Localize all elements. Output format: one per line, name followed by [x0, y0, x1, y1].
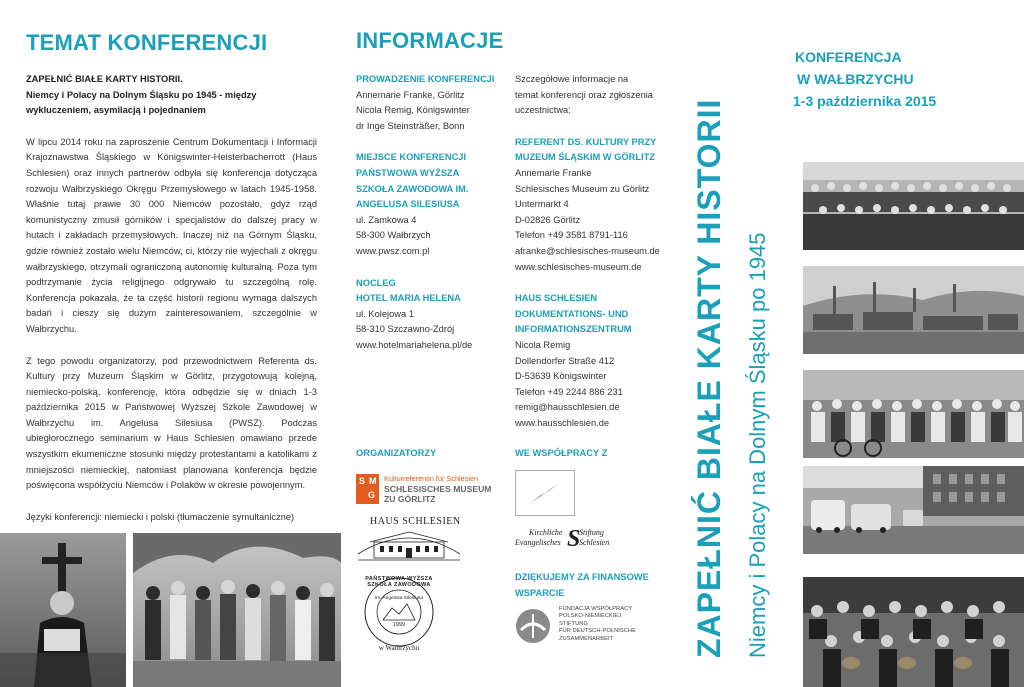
- haus-link[interactable]: www.hausschlesien.de: [515, 417, 610, 428]
- schlesisches-museum-logo: S G M Kulturreferentin für Schlesien SCHLESISCHES MUSEUM ZU GÖRLITZ: [356, 472, 506, 506]
- referent-line: D-02826 Görlitz: [515, 214, 581, 225]
- fwpn-line: FUNDACJA WSPÓŁPRACY: [559, 606, 633, 612]
- lede-title: ZAPEŁNIĆ BIAŁE KARTY HISTORII.: [26, 74, 183, 84]
- intro-line: uczestnictwa:: [515, 105, 571, 116]
- nocleg-line: ul. Kolejowa 1: [356, 308, 414, 319]
- fwpn-line: ZUSAMMENARBEIT: [559, 635, 614, 642]
- vertical-subtitle: Niemcy i Polacy na Dolnym Śląsku po 1945: [745, 232, 770, 658]
- haus-logo-text: HAUS SCHLESIEN: [370, 516, 461, 527]
- pwsz-ring-text: PAŃSTWOWA WYŻSZA SZKOŁA ZAWODOWA: [365, 576, 433, 588]
- fwpn-line: FÜR DEUTSCH-POLNISCHE: [559, 628, 636, 635]
- heading-wspolpraca: WE WSPÓŁPRACY Z: [515, 448, 608, 458]
- nocleg-line: 58-310 Szczawno-Zdrój: [356, 324, 455, 335]
- photo-class-group: [803, 162, 1024, 250]
- photo-crowd-celebration: [803, 370, 1024, 458]
- haus-line: Dollendorfer Straße 412: [515, 355, 615, 366]
- ek-line2: Evangelisches: [515, 538, 561, 547]
- heading-nocleg: HOTEL MARIA HELENA: [356, 293, 461, 304]
- haus-line: Nicola Remig: [515, 339, 571, 350]
- languages-note: Języki konferencji: niemiecki i polski (tłumaczenie symultaniczne): [26, 511, 295, 522]
- ev-stiftung-logo: [515, 528, 615, 554]
- fwpn-line: POLSKO-NIEMIECKIEJ: [559, 613, 622, 620]
- heading-referent: MUZEUM ŚLĄSKIM W GÖRLITZ: [515, 152, 655, 163]
- left-panel: [0, 0, 341, 687]
- cooperation-partner-logo: [515, 470, 575, 516]
- smg-line3: ZU GÖRLITZ: [384, 494, 436, 504]
- section-heading-informacje: INFORMACJE: [356, 28, 504, 53]
- right-panel: [683, 0, 1024, 687]
- photo-orchestra: [803, 577, 1024, 687]
- middle-panel: [341, 0, 683, 687]
- intro-line: Szczegółowe informacje na: [515, 74, 629, 84]
- fwpn-line: STIFTUNG: [559, 620, 588, 627]
- smg-line1: Kulturreferentin für Schlesien: [384, 474, 479, 483]
- prowadzenie-line: Annemarie Franke, Görlitz: [356, 89, 465, 100]
- pwsz-inner-text: im. Angelusa Silesiusa: [375, 596, 423, 601]
- heading-organizatorzy: ORGANIZATORZY: [356, 448, 437, 458]
- photo-group-women: [133, 533, 341, 687]
- heading-haus: INFORMATIONSZENTRUM: [515, 324, 632, 335]
- ek-line1: Kirchliche: [529, 528, 563, 537]
- nocleg-link[interactable]: www.hotelmariahelena.pl/de: [356, 339, 473, 350]
- heading-dziekujemy: WSPARCIE: [515, 587, 565, 598]
- prowadzenie-line: Nicola Remig, Königswinter: [356, 105, 470, 116]
- vertical-title: ZAPEŁNIĆ BIAŁE KARTY HISTORII: [691, 98, 727, 658]
- photo-industrial-town: [803, 266, 1024, 354]
- heading-miejsce: ANGELUSA SILESIUSA: [356, 199, 460, 210]
- haus-line: Telefon +49 2244 886 231: [515, 386, 623, 397]
- haus-line: D-53639 Königswinter: [515, 371, 607, 382]
- referent-link[interactable]: www.schlesisches-museum.de: [515, 261, 642, 272]
- photo-pastor: [0, 533, 126, 687]
- prowadzenie-line: dr Inge Steinsträßer, Bonn: [356, 120, 465, 131]
- referent-email[interactable]: afranke@schlesisches-museum.de: [515, 245, 660, 256]
- miejsce-line: 58-300 Wałbrzych: [356, 230, 431, 241]
- heading-miejsce: MIEJSCE KONFERENCJI: [356, 152, 467, 163]
- haus-schlesien-logo: [356, 516, 462, 564]
- ek-s1: Stiftung: [579, 528, 604, 537]
- pwsz-year: 1999: [392, 622, 406, 628]
- heading-miejsce: PAŃSTWOWA WYŻSZA: [356, 167, 460, 178]
- haus-email[interactable]: remig@hausschlesien.de: [515, 402, 620, 413]
- heading-referent: REFERENT DS. KULTURY PRZY: [515, 136, 657, 147]
- ek-big-s: S: [567, 526, 581, 552]
- heading-miejsce: SZKOŁA ZAWODOWA IM.: [356, 183, 469, 194]
- fwpn-logo: [515, 606, 675, 652]
- referent-line: Untermarkt 4: [515, 199, 569, 210]
- conf-line-2: W WAŁBRZYCHU: [797, 71, 914, 87]
- conf-line-1: KONFERENCJA: [795, 49, 902, 65]
- body-paragraph-1: W lipcu 2014 roku na zaproszenie Centrum Dokumentacji i Informacji Krajoznawstwa Śląskiego w Königswinter-Heisterbacherrott (Haus Schlesien) oraz innych partnerów odbyła się konferencja dotycząca rozwoju Wałbrzyskiego Okręgu Przemysłowego w latach 1945-1958. Właśnie tutaj prawie 30 000 Niemców pozostało, gdyż rząd komunistyczny zmusił górników i specjalistów do dalszej pracy w hutach i zakładach przemysłowych. Inaczej niż na Górnym Śląsku, gdzie również zostało wielu Niemców, ci, którzy nie wyjechali z okręgu wałbrzyskiego, otrzymali ograniczoną autonomię kulturalną. Poza tym podtrzymanie życia religijnego odgrywało tu szczególną rolę. Konferencja pokazała, że ta część historii regionu wymaga dalszych badań i cieszy się dużym zainteresowaniem, szczególnie w Wałbrzychu.: [26, 136, 317, 334]
- intro-line: temat konferencji oraz zgłoszenia: [515, 89, 653, 100]
- heading-nocleg: NOCLEG: [356, 277, 396, 288]
- photo-street-buses: [803, 466, 1024, 554]
- ek-s2: Schlesien: [579, 538, 610, 547]
- body-paragraph-2: Z tego powodu organizatorzy, pod przewodnictwem Referenta ds. Kultury przy Muzeum Śląskim w Görlitz, przygotowują kolejną, niemiecko-polską, konferencję, która odbędzie się w dniach 1-3 października 2015 w Państwowej Wyższej Szkole Zawodowej w Wałbrzychu im. Angelusa Silesiusa (PWSZ). Podczas ubiegłorocznego seminarium w Haus Schlesien omawiano przede wszystkim ekumeniczne stosunki między protestantami a katolikami z mniejszości niemieckiej, natomiast planowana konferencja będzie poświęcona współżyciu Niemców i Polaków w okresie powojennym.: [26, 355, 317, 491]
- referent-line: Annemarie Franke: [515, 167, 592, 178]
- miejsce-link[interactable]: www.pwsz.com.pl: [356, 245, 430, 256]
- conf-line-3: 1-3 października 2015: [793, 93, 937, 109]
- heading-prowadzenie: PROWADZENIE KONFERENCJI: [356, 74, 495, 84]
- section-heading-temat: TEMAT KONFERENCJI: [26, 30, 268, 55]
- referent-line: Schlesisches Museum zu Görlitz: [515, 183, 650, 194]
- lede-subtitle: Niemcy i Polacy na Dolnym Śląsku po 1945 - między wykluczeniem, asymilacją i pojednaniem: [26, 89, 257, 116]
- heading-dziekujemy: DZIĘKUJEMY ZA FINANSOWE: [515, 572, 649, 582]
- pwsz-seal-logo: [359, 574, 439, 654]
- pwsz-city: w Wałbrzychu: [378, 644, 420, 652]
- smg-line2: SCHLESISCHES MUSEUM: [384, 484, 492, 494]
- referent-line: Telefon +49 3581 8791-116: [515, 230, 628, 241]
- miejsce-line: ul. Zamkowa 4: [356, 214, 417, 225]
- heading-haus: DOKUMENTATIONS- UND: [515, 308, 629, 319]
- heading-haus: HAUS SCHLESIEN: [515, 293, 598, 304]
